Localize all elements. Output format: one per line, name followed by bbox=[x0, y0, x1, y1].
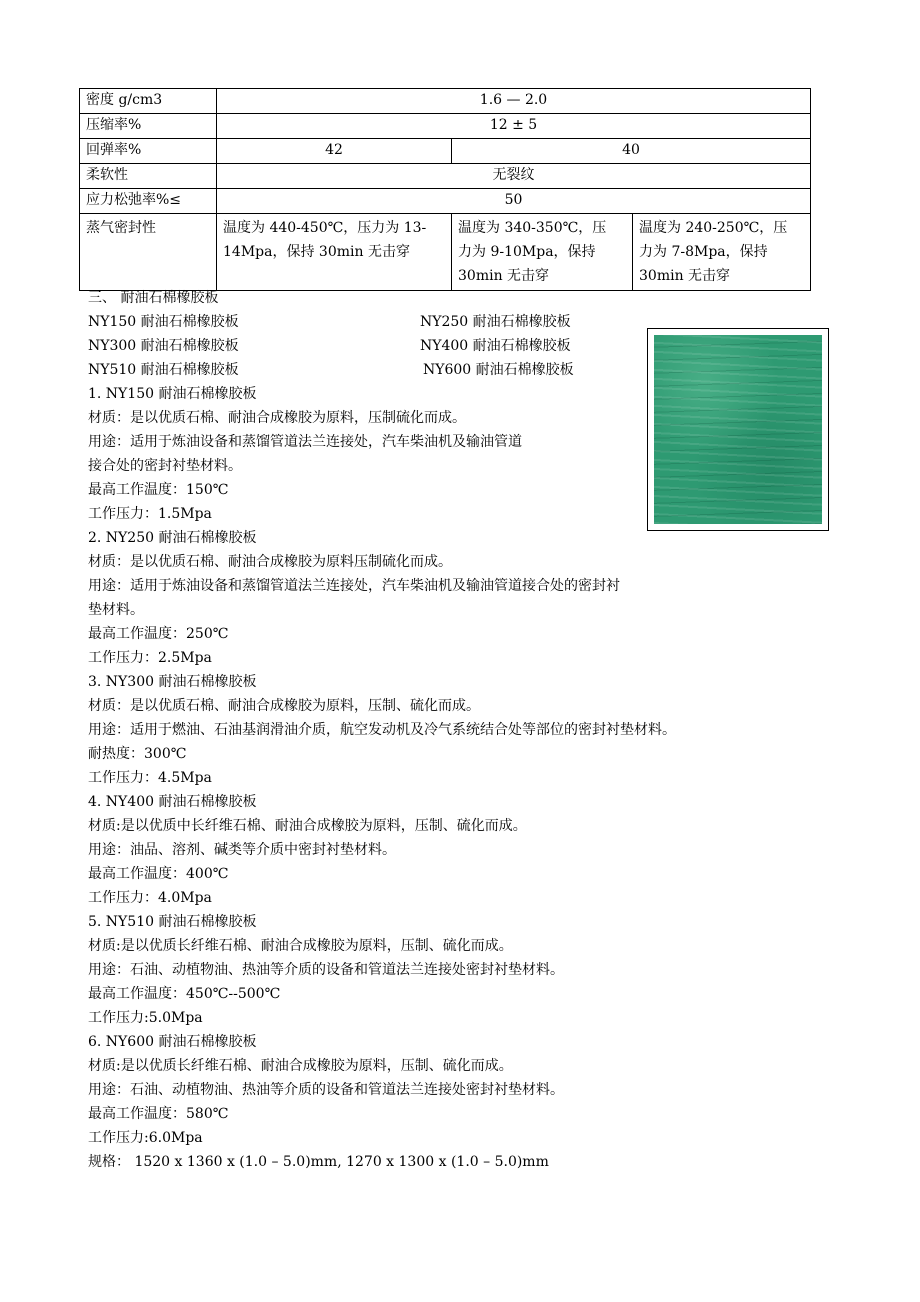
steam-seal-col3 bbox=[633, 214, 811, 291]
density-label: 密度 g/cm3 bbox=[80, 89, 217, 114]
product-line: 材质：是以优质石棉、耐油合成橡胶为原料，压制、硫化而成。 bbox=[88, 698, 480, 714]
product-line: 工作压力：1.5Mpa bbox=[88, 506, 212, 522]
product-line: 最高工作温度：250℃ bbox=[88, 626, 229, 642]
product-line: 材质:是以优质长纤维石棉、耐油合成橡胶为原料，压制、硫化而成。 bbox=[88, 938, 513, 954]
product-line: 工作压力:5.0Mpa bbox=[88, 1010, 203, 1026]
product-line: 垫材料。 bbox=[88, 602, 144, 618]
flexibility-value: 无裂纹 bbox=[217, 164, 811, 189]
product-line: 用途：适用于炼油设备和蒸馏管道法兰连接处，汽车柴油机及输油管道接合处的密封衬 bbox=[88, 578, 620, 594]
resilience-value-a: 42 bbox=[217, 139, 452, 164]
model-list-right: NY250 耐油石棉橡胶板 bbox=[420, 314, 571, 330]
product-line: 最高工作温度：400℃ bbox=[88, 866, 229, 882]
cell-line: 温度为 440-450℃，压力为 13- bbox=[223, 220, 427, 236]
resilience-label: 回弹率% bbox=[80, 139, 217, 164]
table-row bbox=[80, 164, 811, 189]
product-title: 3. NY300 耐油石棉橡胶板 bbox=[88, 674, 257, 690]
cell-line: 14Mpa，保持 30min 无击穿 bbox=[223, 244, 410, 260]
steam-seal-col1 bbox=[217, 214, 452, 291]
product-line: 接合处的密封衬垫材料。 bbox=[88, 458, 242, 474]
rubber-sheet-texture bbox=[654, 335, 822, 524]
spec-size: 规格： 1520 x 1360 x (1.0 – 5.0)mm, 1270 x 1300 x (1.0 – 5.0)mm bbox=[88, 1154, 549, 1170]
product-line: 材质:是以优质长纤维石棉、耐油合成橡胶为原料，压制、硫化而成。 bbox=[88, 1058, 513, 1074]
product-line: 耐热度：300℃ bbox=[88, 746, 187, 762]
product-line: 工作压力：2.5Mpa bbox=[88, 650, 212, 666]
compression-value: 12 ± 5 bbox=[217, 114, 811, 139]
flexibility-label: 柔软性 bbox=[80, 164, 217, 189]
product-line: 用途：石油、动植物油、热油等介质的设备和管道法兰连接处密封衬垫材料。 bbox=[88, 962, 564, 978]
product-line: 用途：石油、动植物油、热油等介质的设备和管道法兰连接处密封衬垫材料。 bbox=[88, 1082, 564, 1098]
product-title: 1. NY150 耐油石棉橡胶板 bbox=[88, 386, 257, 402]
table-row bbox=[80, 214, 811, 291]
stress-relaxation-label: 应力松弛率%≤ bbox=[80, 189, 217, 214]
model-list-right: NY600 耐油石棉橡胶板 bbox=[423, 362, 574, 378]
product-line: 最高工作温度：580℃ bbox=[88, 1106, 229, 1122]
table-row bbox=[80, 89, 811, 114]
table-row bbox=[80, 189, 811, 214]
product-line: 用途：油品、溶剂、碱类等介质中密封衬垫材料。 bbox=[88, 842, 396, 858]
section-heading: 三、 耐油石棉橡胶板 bbox=[88, 290, 219, 306]
model-list-left: NY150 耐油石棉橡胶板 bbox=[88, 314, 239, 330]
model-list-left: NY300 耐油石棉橡胶板 bbox=[88, 338, 239, 354]
model-list-right: NY400 耐油石棉橡胶板 bbox=[420, 338, 571, 354]
cell-line: 30min 无击穿 bbox=[639, 268, 731, 284]
spec-table bbox=[79, 88, 811, 291]
product-line: 工作压力:6.0Mpa bbox=[88, 1130, 203, 1146]
product-title: 2. NY250 耐油石棉橡胶板 bbox=[88, 530, 257, 546]
resilience-value-b: 40 bbox=[452, 139, 811, 164]
product-title: 5. NY510 耐油石棉橡胶板 bbox=[88, 914, 257, 930]
product-line: 最高工作温度：450℃--500℃ bbox=[88, 986, 281, 1002]
cell-line: 力为 7-8Mpa，保持 bbox=[639, 244, 768, 260]
product-line: 材质:是以优质中长纤维石棉、耐油合成橡胶为原料，压制、硫化而成。 bbox=[88, 818, 527, 834]
product-line: 用途：适用于炼油设备和蒸馏管道法兰连接处，汽车柴油机及输油管道 bbox=[88, 434, 522, 450]
product-title: 4. NY400 耐油石棉橡胶板 bbox=[88, 794, 257, 810]
stress-relaxation-value: 50 bbox=[217, 189, 811, 214]
cell-line: 温度为 340-350℃，压 bbox=[458, 220, 607, 236]
steam-seal-label: 蒸气密封性 bbox=[80, 214, 217, 291]
steam-seal-col2 bbox=[452, 214, 633, 291]
cell-line: 温度为 240-250℃，压 bbox=[639, 220, 788, 236]
product-line: 工作压力：4.5Mpa bbox=[88, 770, 212, 786]
product-line: 最高工作温度：150℃ bbox=[88, 482, 229, 498]
cell-line: 力为 9-10Mpa，保持 bbox=[458, 244, 596, 260]
compression-label: 压缩率% bbox=[80, 114, 217, 139]
product-line: 材质：是以优质石棉、耐油合成橡胶为原料压制硫化而成。 bbox=[88, 554, 452, 570]
cell-line: 30min 无击穿 bbox=[458, 268, 550, 284]
model-list-left: NY510 耐油石棉橡胶板 bbox=[88, 362, 239, 378]
product-line: 工作压力：4.0Mpa bbox=[88, 890, 212, 906]
product-line: 用途：适用于燃油、石油基润滑油介质，航空发动机及冷气系统结合处等部位的密封衬垫材料。 bbox=[88, 722, 676, 738]
table-row bbox=[80, 114, 811, 139]
density-value: 1.6 — 2.0 bbox=[217, 89, 811, 114]
table-row bbox=[80, 139, 811, 164]
product-title: 6. NY600 耐油石棉橡胶板 bbox=[88, 1034, 257, 1050]
product-line: 材质：是以优质石棉、耐油合成橡胶为原料，压制硫化而成。 bbox=[88, 410, 466, 426]
product-photo bbox=[647, 328, 829, 531]
